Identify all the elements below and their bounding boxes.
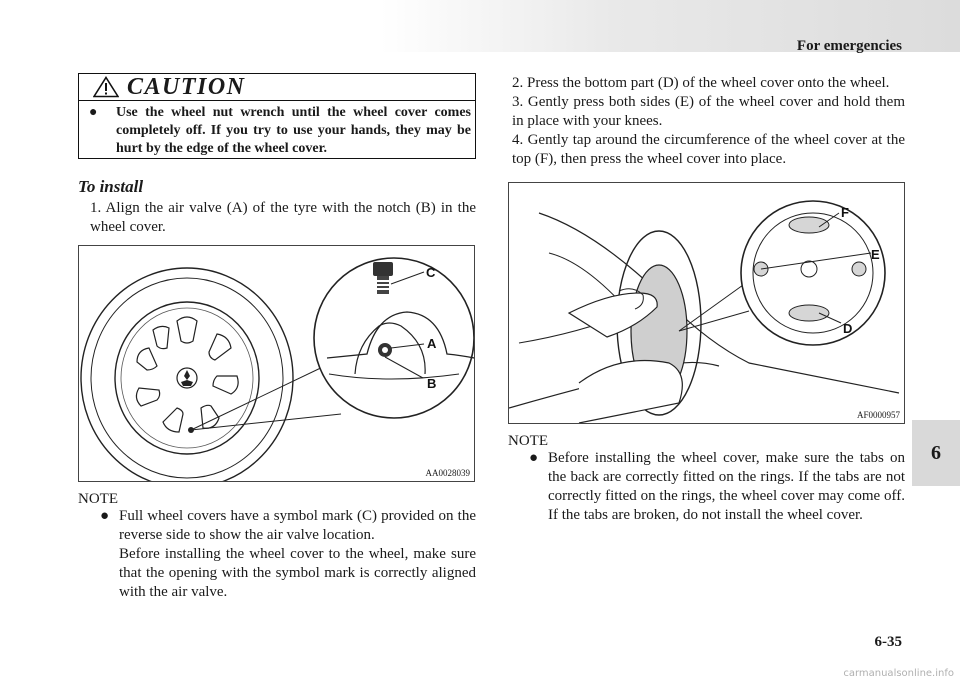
note-2-text: Before installing the wheel cover, make sure the tabs on the back are correctly fitted on the rings. If the tabs are not correctly fitted on the rings, the wheel cover may come off. If the tabs are broken, do not install the wheel cover. — [548, 450, 905, 523]
chapter-tab: 6 — [912, 420, 960, 486]
bullet-icon: ● — [89, 105, 98, 120]
step-1-text: 1. Align the air valve (A) of the tyre with the notch (B) in the wheel cover. — [90, 200, 476, 235]
caution-box — [78, 73, 476, 159]
step-3-text: 3. Gently press both sides (E) of the wheel cover and hold them in place with your knees. — [512, 94, 905, 129]
figure-press-wheel-cover — [508, 182, 905, 424]
press-cover-illustration — [509, 183, 904, 423]
label-f: F — [841, 205, 849, 220]
note-1-line-2: Before installing the wheel cover to the wheel, make sure that the opening with the symbol mark is correctly aligned with the air valve. — [119, 546, 476, 600]
caution-body: Use the wheel nut wrench until the wheel cover comes completely off. If you try to use your hands, they may be hurt by the edge of the wheel cover. — [116, 105, 471, 156]
install-heading: To install — [78, 177, 144, 196]
wheel-cover-illustration — [79, 246, 474, 481]
step-4-text: 4. Gently tap around the circumference of the wheel cover at the top (F), then press the wheel cover into place. — [512, 132, 905, 167]
warning-triangle-icon — [93, 76, 119, 98]
step-2-text: 2. Press the bottom part (D) of the wheel cover onto the wheel. — [512, 75, 890, 91]
watermark: carmanualsonline.info — [843, 668, 954, 679]
caution-header — [79, 74, 475, 101]
note-2 — [529, 449, 905, 525]
label-c: C — [426, 265, 436, 280]
bullet-icon: ● — [100, 508, 110, 524]
note-1-line-1: Full wheel covers have a symbol mark (C) provided on the reverse side to show the air valve location. — [119, 508, 476, 543]
note-1 — [100, 507, 476, 602]
label-e: E — [871, 247, 880, 262]
figure-code: AF0000957 — [856, 410, 900, 420]
label-b: B — [427, 376, 437, 391]
label-a: A — [427, 336, 437, 351]
figure-code: AA0028039 — [425, 468, 470, 478]
step-2 — [512, 74, 905, 169]
bullet-icon: ● — [529, 450, 539, 466]
page-number: 6-35 — [874, 634, 902, 650]
note-label: NOTE — [508, 433, 548, 449]
label-d: D — [843, 321, 853, 336]
section-title: For emergencies — [796, 38, 902, 54]
caution-title: CAUTION — [127, 73, 246, 100]
caution-text — [89, 104, 471, 158]
note-label: NOTE — [78, 491, 118, 507]
figure-wheel-cover-alignment — [78, 245, 475, 482]
step-1 — [90, 199, 476, 237]
